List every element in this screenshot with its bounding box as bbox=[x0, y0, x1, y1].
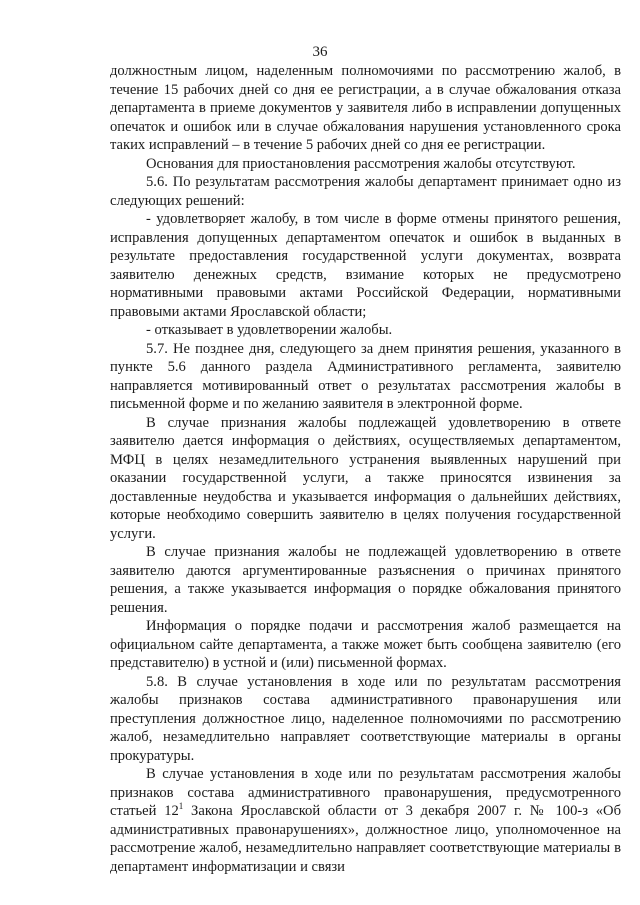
paragraph-no-grounds: Основания для приостановления рассмотрения жалобы отсутствуют. bbox=[146, 155, 576, 172]
page-number: 36 bbox=[312, 44, 328, 60]
document-body bbox=[110, 62, 621, 876]
paragraph-unsatisfied-response: В случае признания жалобы не подлежащей удовлетворению в ответе заявителю даются аргументированные разъяснения о причинах принятого решения, а также указывается информация о порядке обжалования принятого решения. bbox=[110, 544, 621, 616]
paragraph-5-8: 5.8. В случае установления в ходе или по результатам рассмотрения жалобы признаков состава административного правонарушения или преступления должностное лицо, наделенное полномочиями по рассмотрению жалоб, незамедлительно направляет соответствующие материалы в органы прокуратуры. bbox=[110, 673, 621, 764]
paragraph-continuation: должностным лицом, наделенным полномочиями по рассмотрению жалоб, в течение 15 рабочих дней со дня ее регистрации, а в случае обжалования отказа департамента в приеме документов у заявителя либо в исправлении допущенных опечаток и ошибок или в случае обжалования нарушения установленного срока таких исправлений – в течение 5 рабочих дней со дня ее регистрации. bbox=[110, 63, 621, 153]
paragraph-5-7: 5.7. Не позднее дня, следующего за днем принятия решения, указанного в пункте 5.6 данного раздела Административного регламента, заявителю направляется мотивированный ответ о результатах рассмотрения жалобы в письменной форме и по желанию заявителя в электронной форме. bbox=[110, 340, 621, 412]
paragraph-text-before: В случае установления в ходе или по результатам рассмотрения жалобы признаков состава административного правонарушения, предусмотренного статьей 12 bbox=[110, 766, 621, 819]
paragraph-article-12-1 bbox=[110, 765, 621, 876]
superscript-mark: 1 bbox=[178, 801, 184, 812]
paragraph-complaint-info: Информация о порядке подачи и рассмотрения жалоб размещается на официальном сайте департамента, а также может быть сообщена заявителю (его представителю) в устной и (или) письменной формах. bbox=[110, 618, 621, 671]
paragraph-5-6: 5.6. По результатам рассмотрения жалобы департамент принимает одно из следующих решений: bbox=[110, 174, 621, 209]
paragraph-satisfied-response: В случае признания жалобы подлежащей удовлетворению в ответе заявителю дается информация о действиях, осуществляемых департаментом, МФЦ в целях незамедлительного устранения выявленных нарушений при оказании государственной услуги, а также приносятся извинения за доставленные неудобства и указывается информация о дальнейших действиях, которые необходимо совершить заявителю в целях получения государственной услуги. bbox=[110, 414, 621, 542]
paragraph-refuse-complaint: - отказывает в удовлетворении жалобы. bbox=[146, 322, 393, 338]
paragraph-text-after: Закона Ярославской области от 3 декабря 2007 г. № 100-з «Об административных правонарушениях», должностное лицо, уполномоченное на рассмотрение жалоб, незамедлительно направляет соответствующие материалы в департамент информатизации и связи bbox=[110, 803, 621, 875]
paragraph-satisfy-complaint: - удовлетворяет жалобу, в том числе в форме отмены принятого решения, исправления допущенных департаментом опечаток и ошибок в выданных в результате предоставления государственной услуги документах, возврата заявителю денежных средств, взимание которых не предусмотрено нормативными правовыми актами Российской Федерации, нормативными правовыми актами Ярославской области; bbox=[110, 211, 621, 320]
